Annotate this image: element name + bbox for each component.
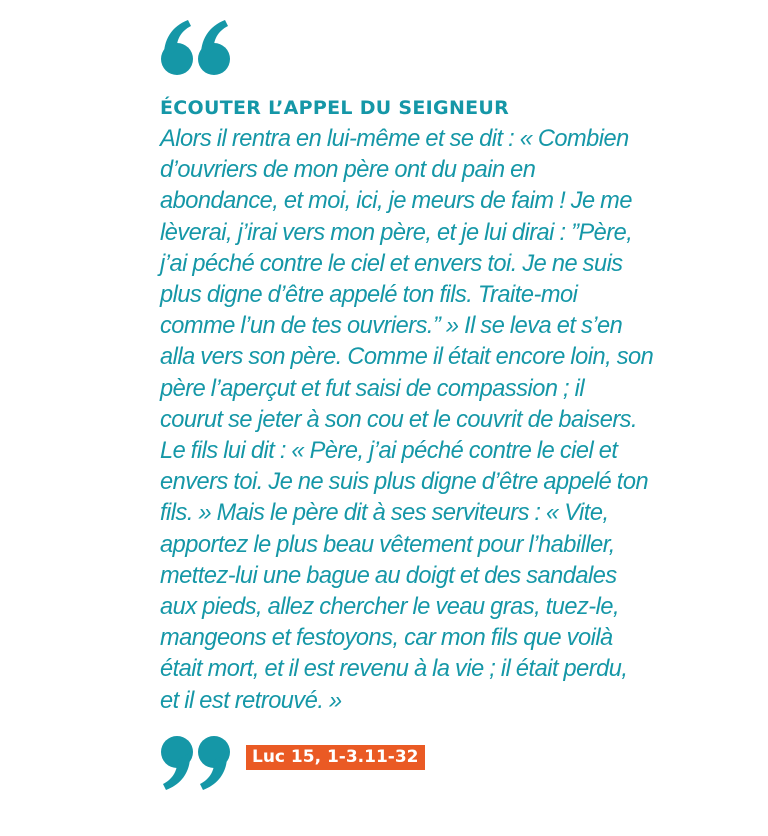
- quote-line: mettez-lui une bague au doigt et des sandales: [160, 562, 617, 589]
- quote-line: alla vers son père. Comme il était encore loin, son: [160, 344, 654, 371]
- quote-line: courut se jeter à son cou et le couvrit de baisers.: [160, 406, 638, 433]
- quote-heading: ÉCOUTER L’APPEL DU SEIGNEUR: [160, 97, 510, 119]
- quote-line: comme l’un de tes ouvriers.” » Il se leva et s’en: [160, 313, 623, 340]
- quote-line: lèverai, j’irai vers mon père, et je lui dirai : ”Père,: [160, 219, 633, 246]
- close-quote-icon: [160, 735, 236, 789]
- quote-footer: [160, 735, 425, 795]
- quote-block: [160, 18, 700, 717]
- quote-line: fils. » Mais le père dit à ses serviteurs : « Vite,: [160, 500, 609, 527]
- quote-line: Alors il rentra en lui-même et se dit : « Combien: [160, 126, 629, 152]
- quote-line: d’ouvriers de mon père ont du pain en: [160, 157, 536, 184]
- quote-line: plus digne d’être appelé ton fils. Traite-moi: [160, 282, 578, 309]
- quote-line: mangeons et festoyons, car mon fils que voilà: [160, 625, 613, 652]
- quote-body: [160, 124, 695, 717]
- quote-line: père l’aperçut et fut saisi de compassion ; il: [160, 375, 585, 402]
- quote-line: Le fils lui dit : « Père, j’ai péché contre le ciel et: [160, 438, 618, 465]
- quote-line: aux pieds, allez chercher le veau gras, tuez-le,: [160, 594, 620, 621]
- quote-line: était mort, et il est revenu à la vie ; il était perdu,: [160, 656, 628, 683]
- quote-line: envers toi. Je ne suis plus digne d’être appelé ton: [160, 469, 649, 496]
- quote-line: apportez le plus beau vêtement pour l’habiller,: [160, 531, 615, 558]
- open-quote-icon: [160, 18, 240, 82]
- bible-reference-badge: Luc 15, 1-3.11-32: [246, 745, 425, 770]
- quote-line: abondance, et moi, ici, je meurs de faim ! Je me: [160, 188, 632, 215]
- quote-line: et il est retrouvé. »: [160, 687, 342, 714]
- quote-line: j’ai péché contre le ciel et envers toi. Je ne suis: [160, 250, 623, 277]
